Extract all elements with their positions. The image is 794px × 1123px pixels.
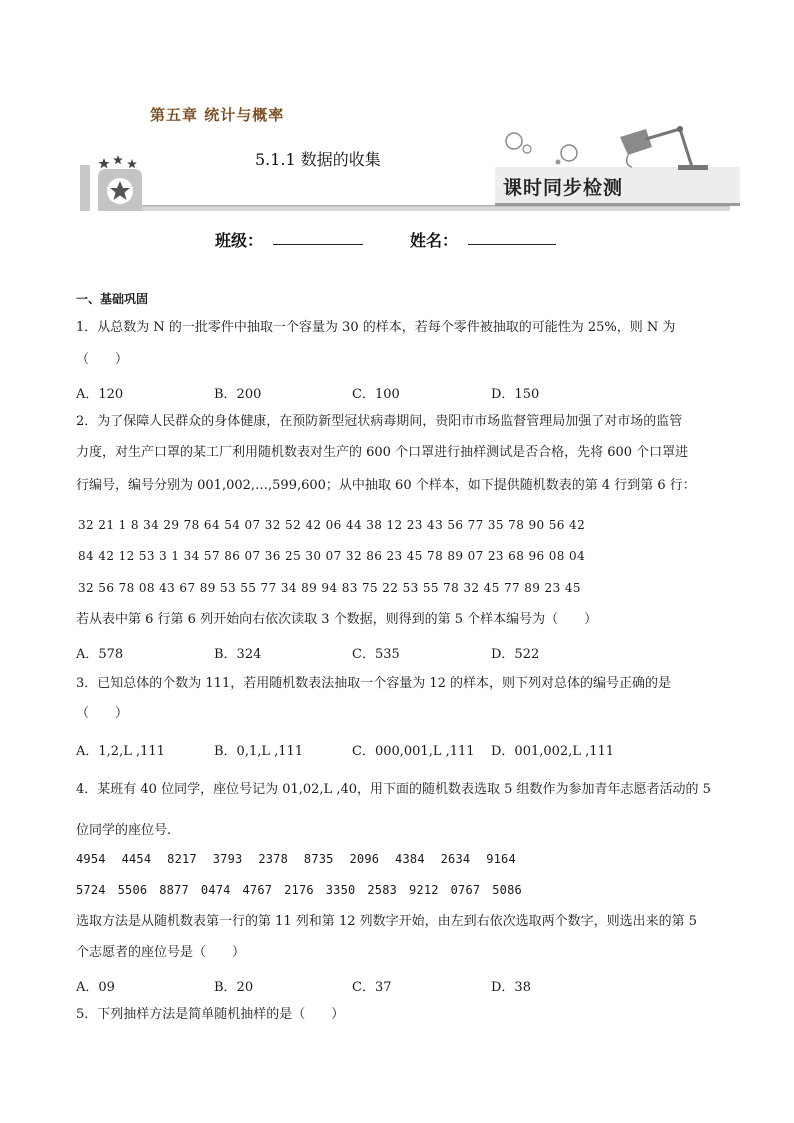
q4-option-c[interactable]: C．37 xyxy=(352,980,392,995)
q4-option-b[interactable]: B．20 xyxy=(214,980,254,995)
table-cell: 0474 xyxy=(200,883,231,897)
q2-option-b[interactable]: B．324 xyxy=(214,647,262,662)
class-field[interactable] xyxy=(273,226,363,245)
table-cell: 9212 xyxy=(409,883,439,897)
table-cell: 4954 xyxy=(76,852,106,866)
q4-text-line4: 个志愿者的座位号是（ ） xyxy=(76,945,246,960)
q1-option-b[interactable]: B．200 xyxy=(214,387,262,402)
q2-text-line1: 2．为了保障人民群众的身体健康，在预防新型冠状病毒期间，贵阳市市场监督管理局加强了对市场的监管 xyxy=(76,414,683,429)
q1-text-line1: 1．从总数为 N 的一批零件中抽取一个容量为 30 的样本，若每个零件被抽取的可能性为 25%，则 N 为 xyxy=(76,320,676,335)
table-cell: 4384 xyxy=(395,852,425,866)
table-cell: 9164 xyxy=(486,852,516,866)
table-cell: 4767 xyxy=(242,883,273,897)
q1-option-c[interactable]: C．100 xyxy=(352,387,400,402)
banner-left-edge xyxy=(80,165,90,211)
table-cell: 2176 xyxy=(284,883,314,897)
q2-option-d[interactable]: D．522 xyxy=(491,647,540,662)
table-cell: 4454 xyxy=(121,852,152,866)
table-cell: 2583 xyxy=(367,883,398,897)
lesson-title: 5.1.1 数据的收集 xyxy=(255,150,381,169)
table-cell: 3350 xyxy=(325,883,356,897)
chapter-title: 第五章 统计与概率 xyxy=(150,106,285,124)
name-field[interactable] xyxy=(468,226,556,245)
section-title: 一、基础巩固 xyxy=(76,292,149,306)
q4-option-d[interactable]: D．38 xyxy=(491,980,531,995)
table-cell: 8877 xyxy=(159,883,189,897)
table-cell: 5506 xyxy=(117,883,148,897)
q1-option-d[interactable]: D．150 xyxy=(491,387,540,402)
table-cell: 2096 xyxy=(349,852,380,866)
table-cell: 0767 xyxy=(450,883,481,897)
q4-text-line1: 4．某班有 40 位同学，座位号记为 01,02,L ,40，用下面的随机数表选取 5 组数作为参加青年志愿者活动的 5 xyxy=(76,782,711,797)
q3-text-line1: 3．已知总体的个数为 111，若用随机数表法抽取一个容量为 12 的样本，则下列对总体的编号正确的是 xyxy=(76,676,672,691)
q4-option-a[interactable]: A．09 xyxy=(76,980,115,995)
table-cell: 3793 xyxy=(212,852,243,866)
small-star-icon xyxy=(113,155,123,164)
class-label: 班级： xyxy=(215,231,264,250)
q2-question: 若从表中第 6 行第 6 列开始向右依次读取 3 个数据，则得到的第 5 个样本编号为（ ） xyxy=(76,612,598,627)
q4-table-row-1 xyxy=(76,852,516,866)
name-label: 姓名： xyxy=(410,231,459,250)
bubble-icon xyxy=(506,133,522,149)
table-cell: 2378 xyxy=(258,852,289,866)
q2-option-c[interactable]: C．535 xyxy=(352,647,400,662)
q2-table-row: 32 56 78 08 43 67 89 53 55 77 34 89 94 83 75 22 53 55 78 32 45 77 89 23 45 xyxy=(78,581,581,595)
q4-table-row-2 xyxy=(76,883,522,897)
q3-text-line2: （ ） xyxy=(76,706,129,721)
q2-option-a[interactable]: A．578 xyxy=(76,647,124,662)
q3-option-d[interactable]: D．001,002,L ,111 xyxy=(491,744,615,759)
q1-text-line2: （ ） xyxy=(76,352,129,367)
q2-table-row: 32 21 1 8 34 29 78 64 54 07 32 52 42 06 44 38 12 23 43 56 77 35 78 90 56 42 xyxy=(78,518,586,532)
table-cell: 5086 xyxy=(492,883,522,897)
q3-option-c[interactable]: C．000,001,L ,111 xyxy=(352,744,475,759)
q1-option-a[interactable]: A．120 xyxy=(76,387,124,402)
q4-text-line2: 位同学的座位号. xyxy=(76,823,172,838)
q3-option-b[interactable]: B．0,1,L ,111 xyxy=(214,744,304,759)
table-cell: 8735 xyxy=(303,852,334,866)
q2-text-line2: 力度，对生产口罩的某工厂利用随机数表对生产的 600 个口罩进行抽样测试是否合格，先将 600 个口罩进 xyxy=(76,445,689,460)
table-cell: 5724 xyxy=(76,883,106,897)
q2-text-line3: 行编号，编号分别为 001,002,…,599,600；从中抽取 60 个样本，如下提供随机数表的第 4 行到第 6 行： xyxy=(76,478,696,493)
q4-text-line3: 选取方法是从随机数表第一行的第 11 列和第 12 列数字开始，由左到右依次选取两个数字，则选出来的第 5 xyxy=(76,914,698,929)
table-cell: 2634 xyxy=(440,852,471,866)
small-star-icon xyxy=(99,158,110,169)
q3-option-a[interactable]: A．1,2,L ,111 xyxy=(76,744,165,759)
q2-table-row: 84 42 12 53 3 1 34 57 86 07 36 25 30 07 32 86 23 45 78 89 07 23 68 96 08 04 xyxy=(78,549,586,563)
table-cell: 8217 xyxy=(167,852,197,866)
desk-lamp-icon xyxy=(620,126,708,170)
small-star-icon xyxy=(127,159,137,168)
badge-label: 课时同步检测 xyxy=(503,177,624,199)
header-banner-graphic xyxy=(80,125,740,215)
q5-text-line1: 5．下列抽样方法是简单随机抽样的是（ ） xyxy=(76,1007,345,1022)
